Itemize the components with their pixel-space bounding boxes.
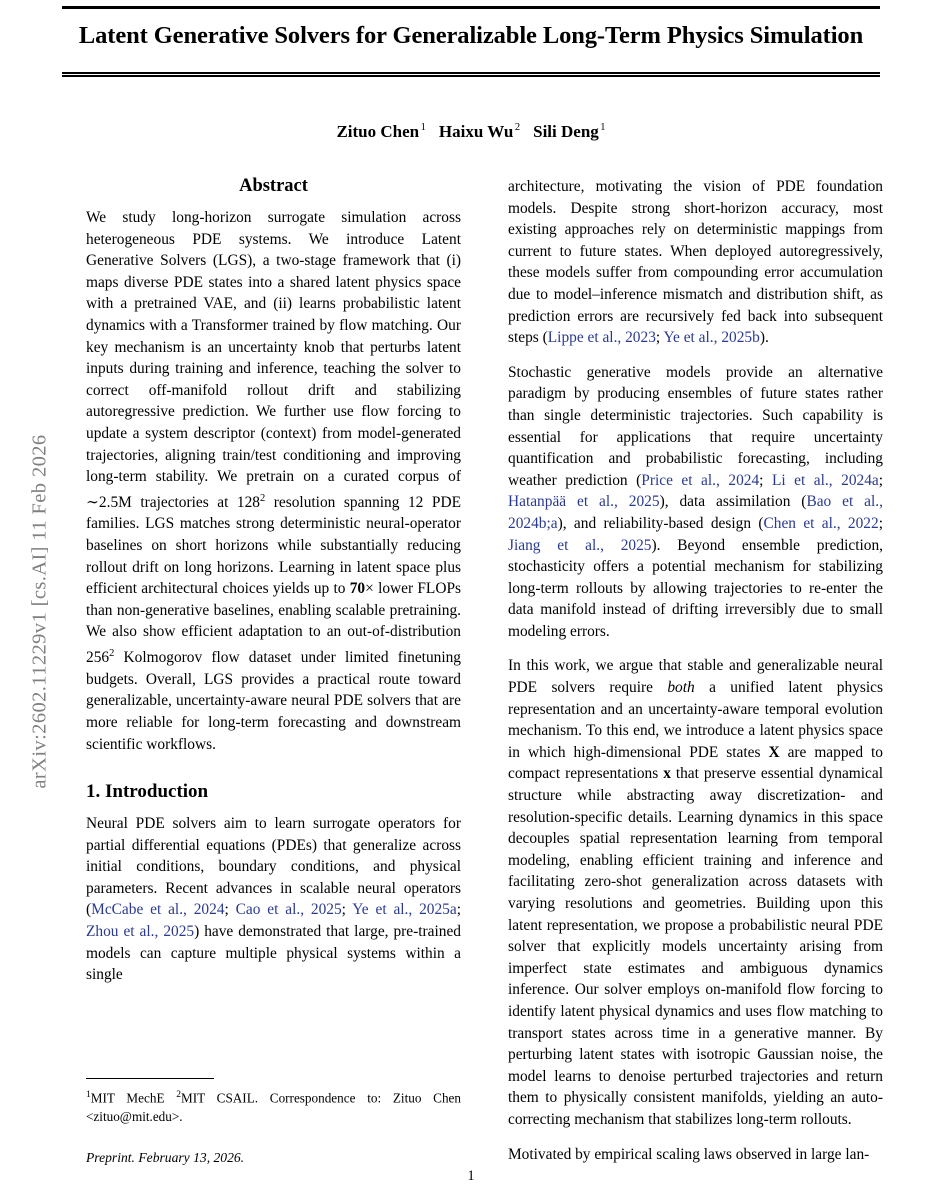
- citation-link[interactable]: Chen et al., 2022: [763, 514, 879, 532]
- bold-text: 70: [349, 580, 366, 598]
- footnote-rule: [86, 1078, 214, 1079]
- superscript: 2: [109, 648, 115, 659]
- introduction-paragraph: Neural PDE solvers aim to learn surrogate operators for partial differential equations (PDEs) that generalize across initial conditions, boundary conditions, and physical parameters. Recent advances in scalable neural operators (McCabe et al., 2024; Cao et al., 2025; Ye et al., 2025a; Zhou et al., 2025) have demonstrated that large, pre-trained models can capture multiple physical systems within a single: [86, 815, 461, 984]
- page-number: 1: [467, 1168, 475, 1184]
- citation-link[interactable]: Cao et al., 2025: [235, 901, 342, 919]
- author-name: Zituo Chen $^1$: [336, 122, 426, 141]
- citation-link[interactable]: Jiang et al., 2025: [508, 536, 652, 554]
- citation-link[interactable]: Ye et al., 2025b: [663, 329, 760, 347]
- header-rule: [62, 6, 880, 9]
- citation-link[interactable]: Li et al., 2024a: [771, 471, 879, 489]
- right-paragraph-4: Motivated by empirical scaling laws observed in large lan-: [508, 1145, 870, 1163]
- citation-link[interactable]: Hatanpää et al., 2025: [508, 493, 660, 511]
- paper-page: [62, 0, 884, 1200]
- citation-link[interactable]: Price et al., 2024: [641, 471, 760, 489]
- abstract-text: We study long-horizon surrogate simulation across heterogeneous PDE systems. We introduce Latent Generative Solvers (LGS), a two-stage framework that (i) maps diverse PDE states into a shared latent physics space with a pretrained VAE, and (ii) learns probabilistic latent dynamics with a Transformer trained by flow matching. Our key mechanism is an uncertainty knob that perturbs latent inputs during training and inference, teaching the solver to correct off-manifold rollout drift and stabilizing autoregressive prediction. We further use flow forcing to update a system descriptor (context) from model-generated trajectories, aligning train/test conditioning and improving long-term stability. We pretrain on a curated corpus of ∼2.5M trajectories at $128^2$ resolution spanning 12 PDE families. LGS matches strong deterministic neural-operator baselines on short horizons while substantially reducing rollout drift on long horizons. Learning in latent space plus efficient architectural choices yields up to 70× lower FLOPs than non-generative baselines, enabling scalable pretraining. We also show efficient adaptation to an out-of-distribution $256^2$ Kolmogorov flow dataset under limited finetuning budgets. Overall, LGS provides a practical route toward generalizable, uncertainty-aware neural PDE solvers that are more reliable for long-term forecasting and downstream scientific workflows.: [86, 209, 461, 753]
- citation-link[interactable]: Lippe et al., 2023: [547, 329, 656, 347]
- math-symbol: x: [663, 765, 671, 783]
- affiliation-footnote: $^1$MIT MechE $^2$MIT CSAIL. Correspondence to: Zituo Chen <zituo@mit.edu>.: [86, 1090, 461, 1124]
- superscript: 2: [260, 492, 266, 504]
- citation-link[interactable]: Zhou et al., 2025: [86, 923, 195, 941]
- author-name: Sili Deng $^1$: [533, 122, 606, 141]
- author-affiliation-mark: 2: [514, 122, 521, 134]
- author-affiliation-mark: 1: [600, 122, 606, 134]
- citation-link[interactable]: Bao et al., 2024b;a: [508, 493, 883, 532]
- arxiv-stamp-text: arXiv:2602.11229v1 [cs.AI] 11 Feb 2026: [28, 434, 51, 789]
- superscript: 2: [176, 1090, 181, 1100]
- math-symbol: X: [768, 743, 780, 761]
- right-paragraph-1: architecture, motivating the vision of PDE foundation models. Despite strong short-horizon accuracy, most existing approaches rely on deterministic mappings from current to future states. When deployed autoregressively, these models suffer from compounding error accumulation due to model–inference mismatch and distribution shift, as prediction errors are recursively fed back into subsequent steps (Lippe et al., 2023; Ye et al., 2025b).: [508, 178, 883, 347]
- italic-text: both: [667, 679, 695, 697]
- citation-link[interactable]: Ye et al., 2025a: [352, 901, 457, 919]
- preprint-notice: Preprint. February 13, 2026.: [86, 1150, 245, 1166]
- right-paragraph-2: Stochastic generative models provide an alternative paradigm by producing ensembles of future states rather than single deterministic trajectories. Such capability is essential for applications that require uncertainty quantification and probabilistic forecasting, including weather prediction (Price et al., 2024; Li et al., 2024a; Hatanpää et al., 2025), data assimilation (Bao et al., 2024b;a), and reliability-based design (Chen et al., 2022; Jiang et al., 2025). Beyond ensemble prediction, stochasticity offers a potential mechanism for stabilizing long-term rollouts by allowing trajectories to re-enter the data manifold instead of drifting irreversibly due to small modeling errors.: [508, 363, 884, 640]
- superscript: 1: [86, 1090, 91, 1100]
- abstract-heading: Abstract: [239, 176, 308, 196]
- author-affiliation-mark: 1: [420, 122, 426, 134]
- citation-link[interactable]: McCabe et al., 2024: [91, 901, 225, 919]
- right-column: [508, 176, 883, 1165]
- left-column: [86, 176, 461, 986]
- author-list: [62, 122, 880, 142]
- title-block: [62, 22, 880, 50]
- section-heading-introduction: 1. Introduction: [86, 781, 209, 803]
- title-divider-rule: [62, 72, 880, 77]
- right-paragraph-3: In this work, we argue that stable and generalizable neural PDE solvers require both a unified latent physics representation and an uncertainty-aware temporal evolution mechanism. To this end, we introduce a latent physics space in which high-dimensional PDE states X are mapped to compact representations x that preserve essential dynamical structure while abstracting away discretization- and resolution-specific details. Learning dynamics in this space decouples spatial representation learning from temporal modeling, enabling efficient training and inference and facilitating zero-shot generalization across datasets with varying resolutions and geometries. Building upon this latent representation, we propose a probabilistic neural PDE solver that explicitly models uncertainty arising from imperfect state estimates and ambiguous dynamics inference. Our solver employs on-manifold flow forcing to identify latent physical dynamics and uses flow matching to transport states across time in a generative manner. By perturbing latent states with isotropic Gaussian noise, the model learns to denoise perturbed trajectories and return them to physically consistent manifolds, yielding an auto-correcting mechanism that stabilizes long-term rollouts.: [508, 657, 884, 1128]
- page-title: Latent Generative Solvers for Generalizable Long-Term Physics Simulation: [78, 22, 864, 49]
- author-name: Haixu Wu $^2$: [438, 122, 521, 141]
- arxiv-stamp: [0, 0, 60, 1200]
- footnote-area: [86, 1078, 461, 1166]
